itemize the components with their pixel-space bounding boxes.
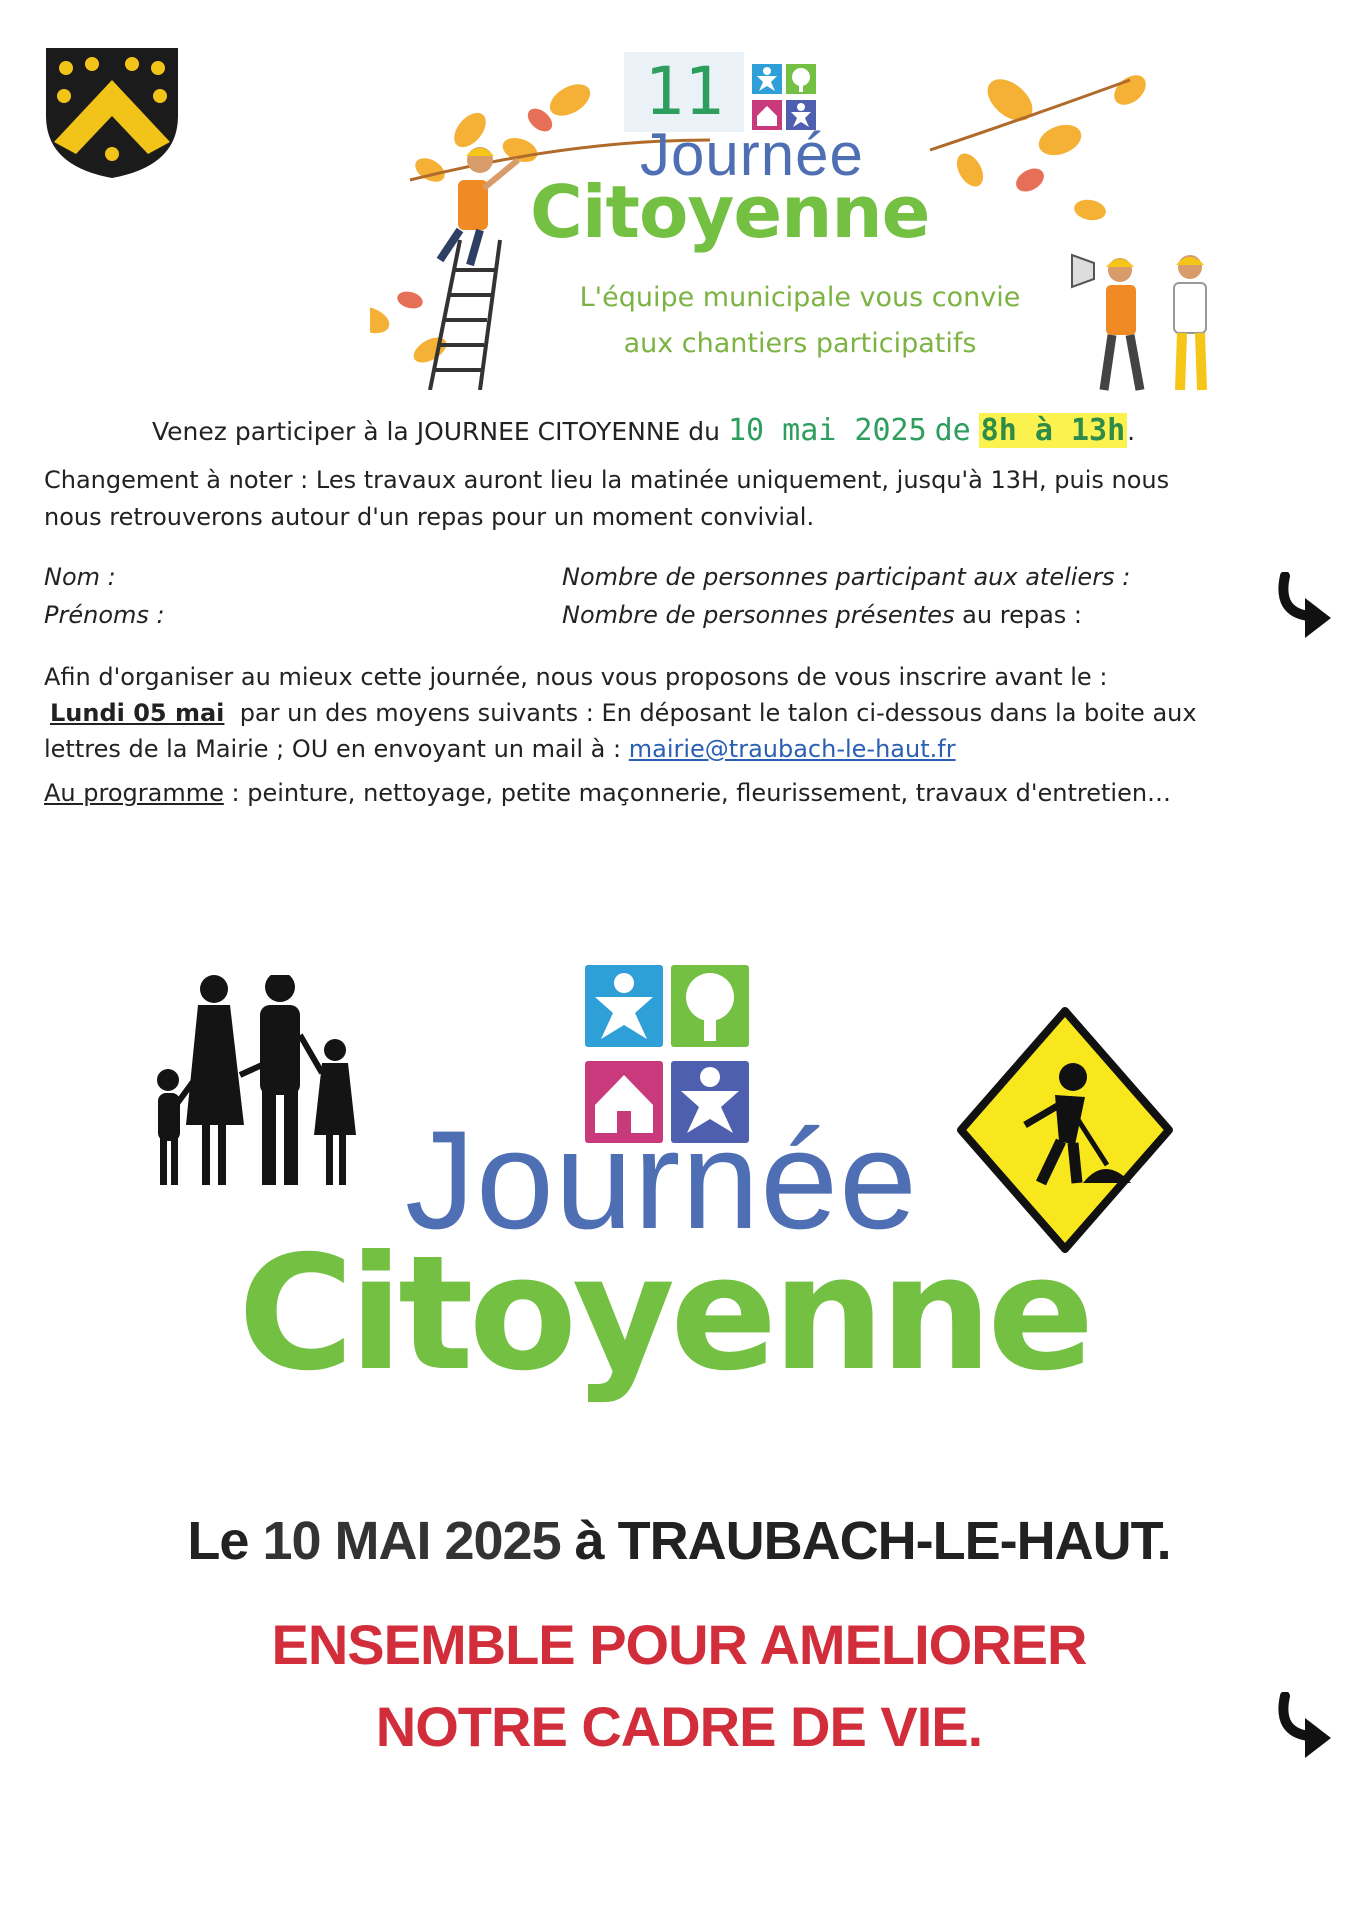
registration-line-1: Afin d'organiser au mieux cette journée, nous vous proposons de vous inscrire avant le :	[44, 663, 1108, 691]
programme-line	[44, 778, 1171, 808]
poster-location: à TRAUBACH-LE-HAUT.	[560, 1511, 1171, 1571]
tagline-line-2: aux chantiers participatifs	[623, 328, 977, 359]
registration-line-2-rest: par un des moyens suivants : En déposant le talon ci-dessous dans la boite aux	[239, 699, 1197, 727]
header-logo-journee: Journée	[640, 121, 864, 188]
mairie-email-link[interactable]: mairie@traubach-le-haut.fr	[628, 735, 956, 763]
header-logo-citoyenne: Citoyenne	[530, 170, 930, 254]
intro-suffix: .	[1127, 417, 1136, 446]
repas-count-label	[562, 600, 1082, 630]
poster-date-prefix: Le	[187, 1511, 263, 1571]
family-silhouette-icon	[150, 975, 360, 1190]
nom-label: Nom :	[44, 563, 116, 591]
prenoms-label: Prénoms :	[44, 601, 165, 629]
coat-of-arms-icon	[44, 46, 180, 180]
event-date: 10 mai 2025	[727, 413, 927, 448]
poster-logo-journee: Journée	[405, 1101, 918, 1258]
registration-deadline: Lundi 05 mai	[50, 699, 225, 727]
programme-label: Au programme	[44, 779, 224, 807]
change-note-line-2: nous retrouverons autour d'un repas pour un moment convivial.	[44, 503, 815, 531]
poster-date: 10 MAI 2025	[262, 1511, 561, 1571]
change-note-line-1: Changement à noter : Les travaux auront lieu la matinée uniquement, jusqu'à 13H, puis nous	[44, 466, 1170, 494]
workers-with-megaphone-icon	[1070, 245, 1240, 395]
tagline-line-1: L'équipe municipale vous convie	[579, 282, 1021, 313]
ateliers-count-label: Nombre de personnes participant aux ateliers :	[562, 563, 1131, 591]
programme-text: : peinture, nettoyage, petite maçonnerie, fleurissement, travaux d'entretien…	[223, 779, 1172, 807]
registration-line-3-prefix: lettres de la Mairie ; OU en envoyant un mail à :	[44, 735, 622, 763]
registration-line-3	[44, 734, 956, 764]
edition-number: 11	[624, 52, 744, 132]
intro-line	[152, 413, 1135, 450]
curved-arrow-bottom-icon	[1275, 1692, 1335, 1762]
roadwork-sign-icon	[955, 1005, 1175, 1255]
repas-label-rest: au repas :	[954, 601, 1082, 629]
repas-label-italic: Nombre de personnes présentes	[562, 601, 955, 629]
poster-logo-citoyenne: Citoyenne	[238, 1222, 1090, 1406]
poster-date-location	[0, 1510, 1358, 1572]
intro-prefix: Venez participer à la JOURNEE CITOYENNE du	[152, 417, 720, 446]
curved-arrow-icon	[1275, 572, 1335, 642]
worker-on-ladder-icon	[400, 130, 540, 390]
motto-line-2: NOTRE CADRE DE VIE.	[375, 1695, 983, 1758]
intro-connector: de	[934, 413, 971, 448]
motto-line-1: ENSEMBLE POUR AMELIORER	[271, 1613, 1087, 1676]
event-hours: 8h à 13h	[980, 413, 1126, 448]
registration-line-2	[44, 698, 1197, 728]
